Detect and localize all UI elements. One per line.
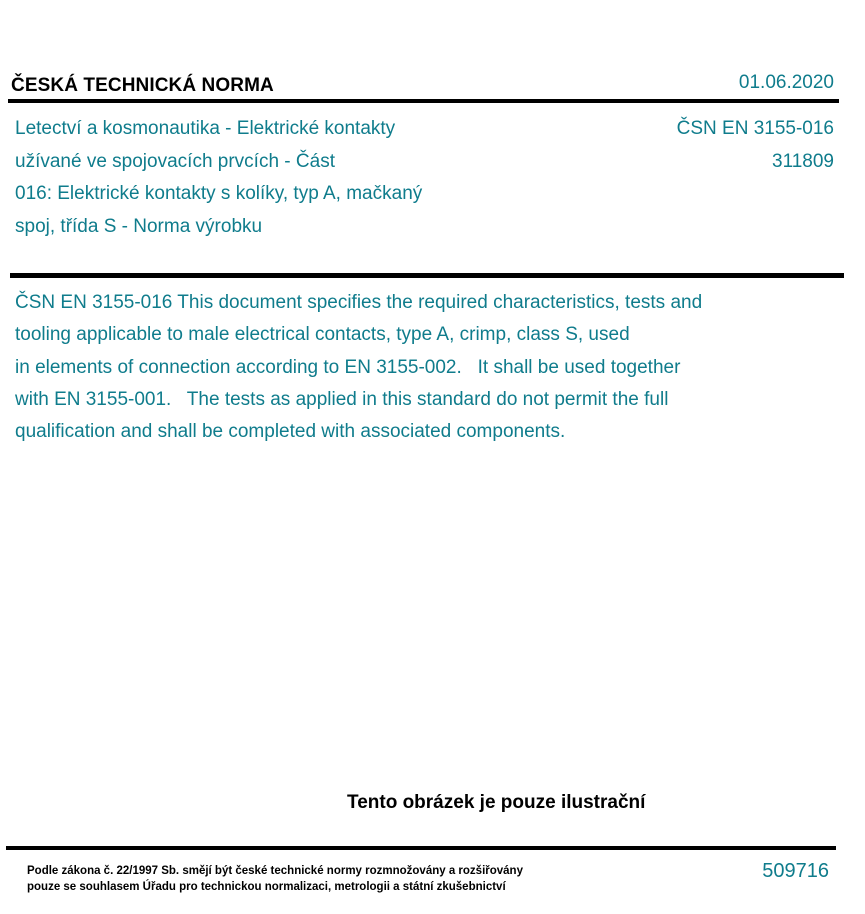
standard-title-line: Letectví a kosmonautika - Elektrické kontakty	[15, 118, 396, 139]
header-divider	[8, 99, 839, 103]
footer-legal-notice	[27, 864, 523, 895]
footer-legal-line: Podle zákona č. 22/1997 Sb. smějí být české technické normy rozmnožovány a rozšiřovány	[27, 865, 523, 877]
title-divider	[10, 273, 844, 278]
standard-title-line: 016: Elektrické kontakty s kolíky, typ A, mačkaný	[15, 183, 423, 204]
publication-date: 01.06.2020	[738, 72, 834, 93]
footer-legal-line: pouze se souhlasem Úřadu pro technickou normalizaci, metrologii a státní zkušebnictví	[27, 880, 506, 893]
standard-title-line: spoj, třída S - Norma výrobku	[15, 215, 263, 237]
standard-designation: ČSN EN 3155-016	[676, 118, 834, 139]
abstract-text	[15, 287, 845, 448]
footer-divider	[6, 846, 836, 850]
standard-title-line: užívané ve spojovacích prvcích - Část	[15, 150, 335, 172]
abstract-line: with EN 3155-001. The tests as applied in this standard do not permit the full	[15, 388, 669, 410]
illustration-note: Tento obrázek je pouze ilustrační	[347, 792, 646, 813]
document-id: 509716	[762, 860, 829, 882]
abstract-line: qualification and shall be completed with associated components.	[15, 421, 566, 443]
abstract-line: ČSN EN 3155-016 This document specifies the required characteristics, tests and	[15, 292, 703, 313]
document-header-title: ČESKÁ TECHNICKÁ NORMA	[11, 75, 274, 96]
standard-codes	[677, 113, 834, 178]
standard-title	[15, 113, 495, 243]
class-number: 311809	[772, 150, 834, 172]
abstract-line: tooling applicable to male electrical contacts, type A, crimp, class S, used	[15, 324, 630, 346]
abstract-line: in elements of connection according to EN 3155-002. It shall be used together	[15, 356, 681, 378]
